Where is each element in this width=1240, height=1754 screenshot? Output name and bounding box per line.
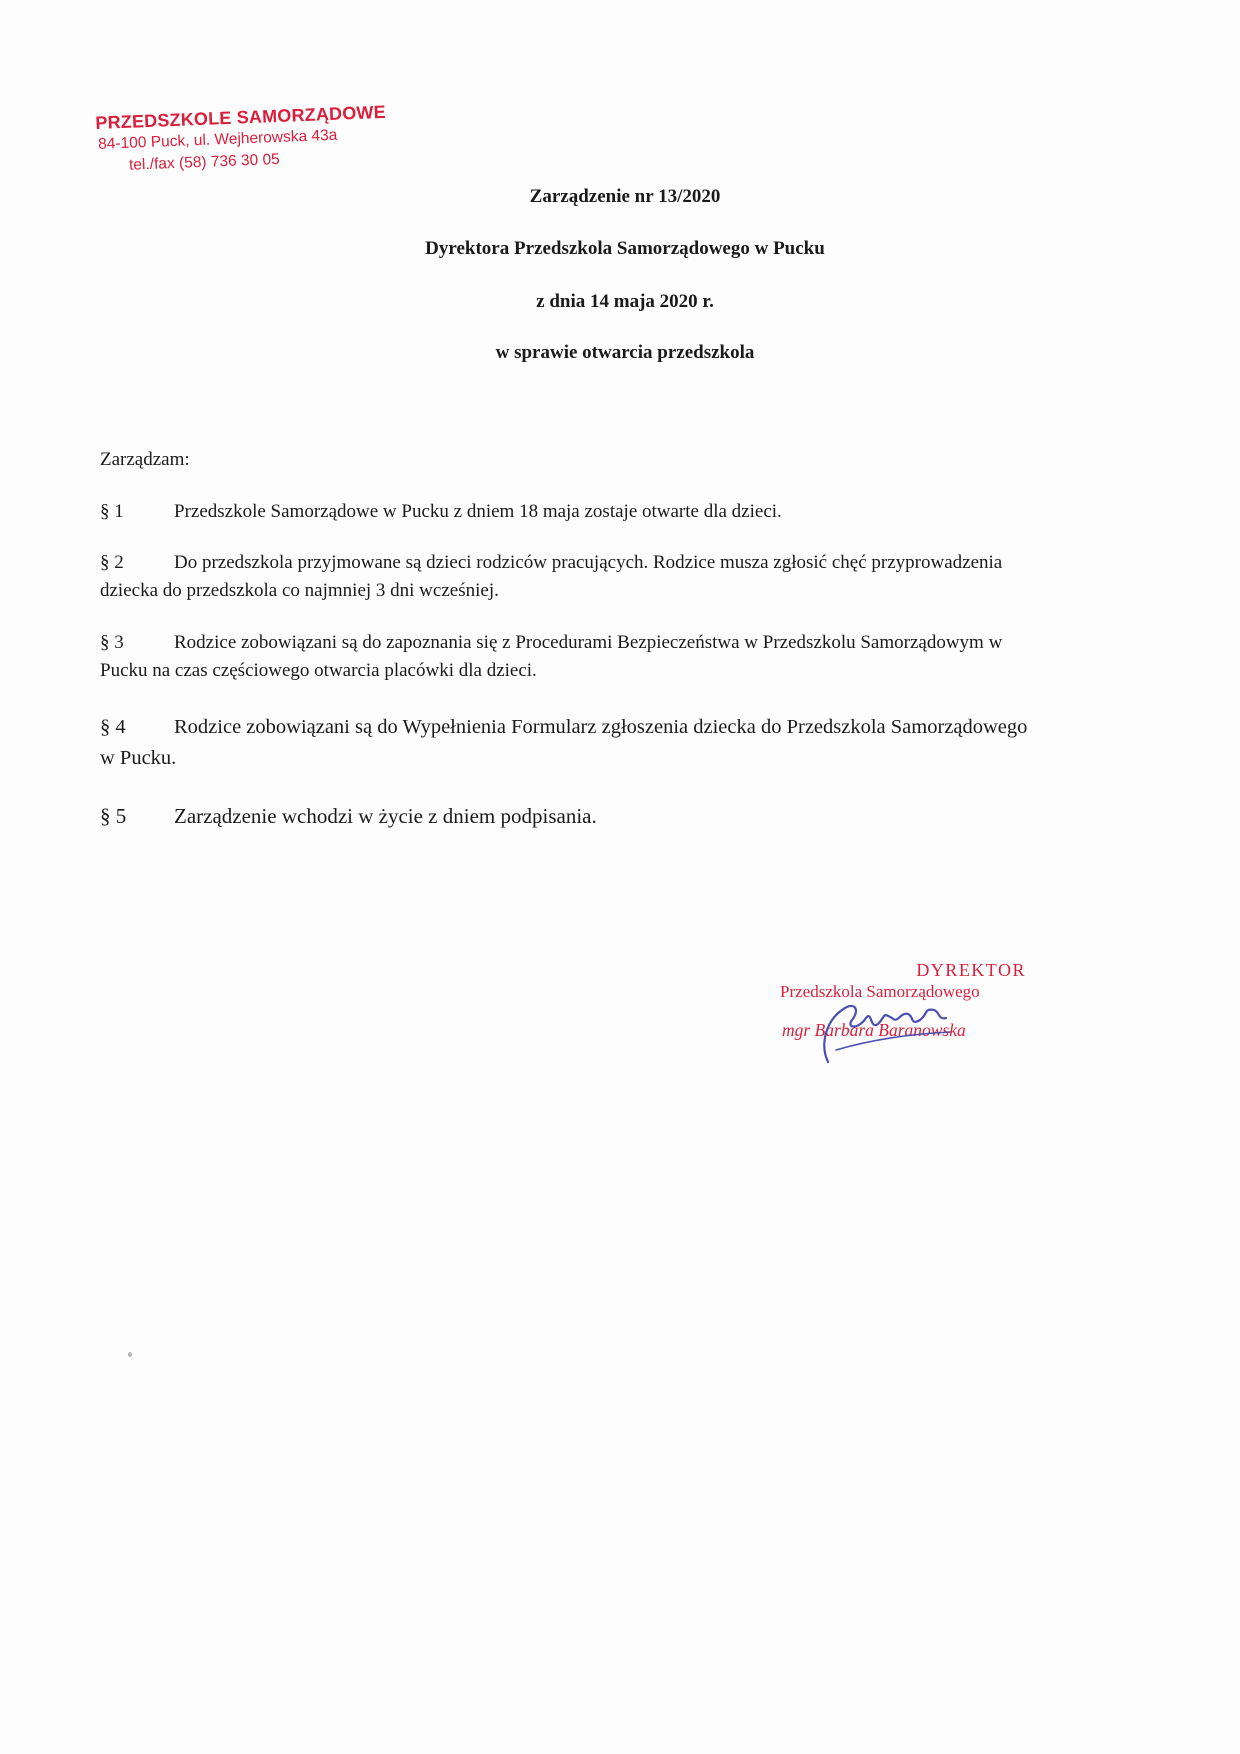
paragraph-3 [100,629,1040,685]
paragraph-4 [100,712,1040,774]
paragraph-number: § 3 [100,632,124,653]
director-title: DYREKTOR [916,960,1026,980]
handwritten-signature [800,990,970,1070]
paragraph-number: § 1 [100,501,124,522]
director-name: mgr Barbara Baranowska [782,1020,966,1040]
paragraph-5 [100,801,1040,832]
paragraph-text: Do przedszkola przyjmowane są dzieci rodziców pracujących. Rodzice musza zgłosić chęć przyprowadzenia dziecka do przedszkola co najmniej 3 dni wcześniej. [100,552,1003,601]
ordinance-number: Zarządzenie nr 13/2020 [529,186,721,207]
scan-speck [128,1352,132,1357]
paragraph-1 [100,498,1040,526]
paragraph-2 [100,549,1040,605]
stamp-phone: tel./fax (58) 736 30 05 [128,150,281,174]
intro-text: Zarządzam: [100,449,190,470]
director-institution: Przedszkola Samorządowego [780,982,980,1001]
document-title [0,186,1240,364]
stamp-address: 84-100 Puck, ul. Wejherowska 43a [97,126,338,153]
paragraph-text: Zarządzenie wchodzi w życie z dniem podpisania. [174,804,597,828]
signature-underline [836,1032,950,1050]
ordinance-issuer: Dyrektora Przedszkola Samorządowego w Pucku [425,238,825,259]
ordinance-date: z dnia 14 maja 2020 r. [536,291,714,312]
paragraph-text: Rodzice zobowiązani są do Wypełnienia Formularz zgłoszenia dziecka do Przedszkola Samorządowego w Pucku. [100,716,1028,769]
paragraph-number: § 5 [100,804,127,828]
paragraph-number: § 4 [100,716,126,738]
paragraph-number: § 2 [100,552,124,573]
stamp-school-name: PRZEDSZKOLE SAMORZĄDOWE [95,101,387,133]
ordinance-subject: w sprawie otwarcia przedszkola [495,342,755,363]
paragraph-text: Rodzice zobowiązani są do zapoznania się z Procedurami Bezpieczeństwa w Przedszkolu Samorządowym w Pucku na czas częściowego otwarcia placówki dla dzieci. [100,632,1003,681]
paragraph-text: Przedszkole Samorządowe w Pucku z dniem 18 maja zostaje otwarte dla dzieci. [174,501,782,522]
school-stamp [95,100,397,177]
